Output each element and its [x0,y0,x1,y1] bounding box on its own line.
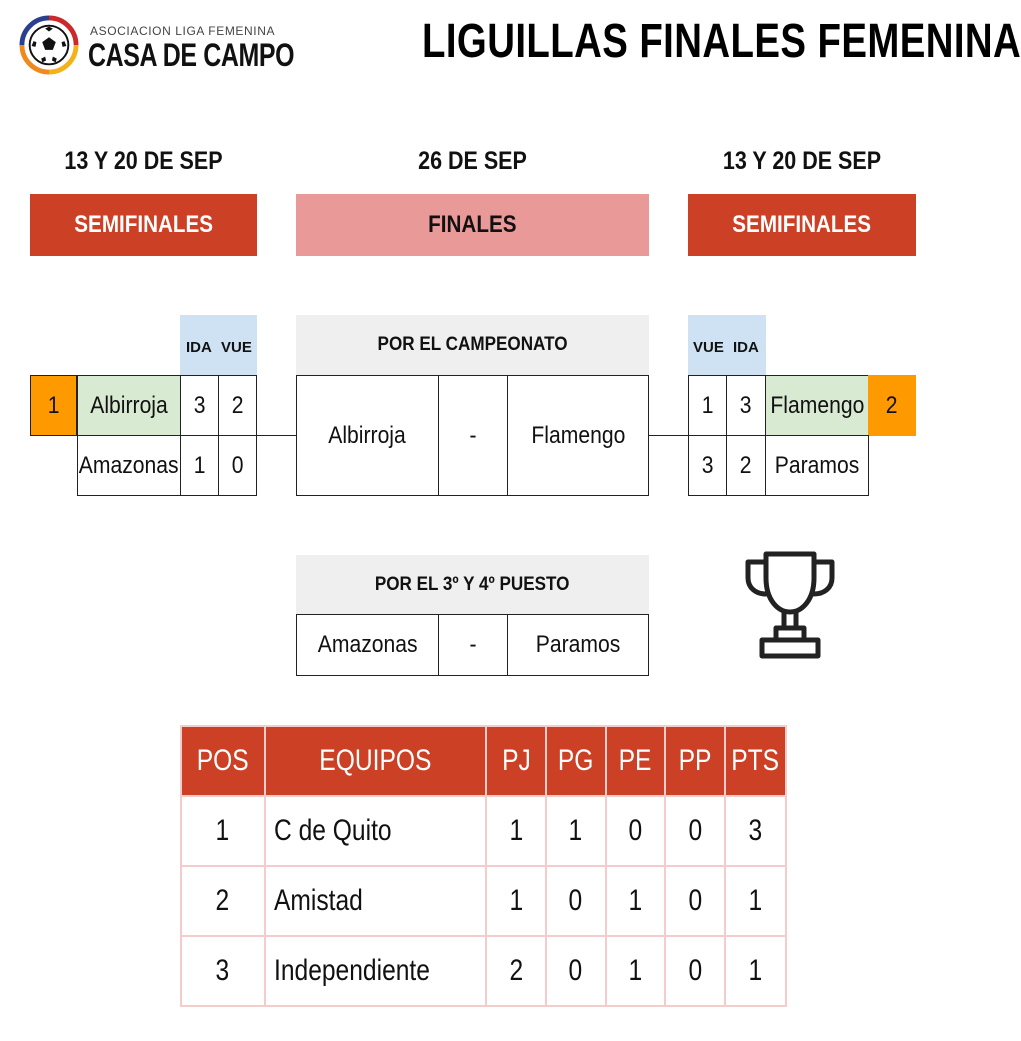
cell-team: Amistad [265,866,487,936]
cell-pts: 3 [725,796,786,866]
final-separator: - [438,375,508,496]
logo-name: CASA DE CAMPO [88,37,295,73]
col-header-pg: PG [546,726,606,796]
third-place-home-team: Amazonas [296,614,439,676]
cell-team: Independiente [265,936,487,1006]
date-left: 13 Y 20 DE SEP [64,147,223,175]
cell-pp: 0 [665,796,725,866]
third-place-separator: - [438,614,508,676]
cell-pg: 0 [546,936,606,1006]
league-logo [18,12,295,82]
third-place-heading: POR EL 3º Y 4º PUESTO [296,555,649,615]
page-title: LIGUILLAS FINALES FEMENINA [422,15,1021,68]
cell-pos: 1 [181,796,265,866]
banner-semifinales-left: SEMIFINALES [30,194,257,256]
cell-pj: 2 [486,936,546,1006]
cell-pe: 1 [606,866,666,936]
trophy-icon [742,548,838,662]
left-semi-team1: Albirroja [77,375,181,436]
col-header-pp: PP [665,726,725,796]
connector-right [649,435,688,436]
cell-pts: 1 [725,866,786,936]
col-header-pos: POS [181,726,265,796]
left-semi-team2-vue: 0 [218,435,257,496]
cell-pos: 2 [181,866,265,936]
cell-team: C de Quito [265,796,487,866]
cell-pj: 1 [486,796,546,866]
standings-table [180,725,787,1007]
date-right: 13 Y 20 DE SEP [722,147,882,175]
connector-left [257,435,296,436]
seed-badge-left: 1 [30,375,77,436]
right-semi-team2: Paramos [765,435,869,496]
banner-semifinales-right: SEMIFINALES [688,194,916,256]
right-semi-header [688,315,766,375]
col-vue-label: VUE [221,339,252,356]
table-row [181,936,786,1006]
col-header-pe: PE [606,726,666,796]
date-center: 26 DE SEP [418,147,527,175]
right-semi-team2-vue: 3 [688,435,727,496]
final-away-team: Flamengo [507,375,649,496]
table-row [181,866,786,936]
left-semi-team2: Amazonas [77,435,181,496]
standings-header-row [181,726,786,796]
cell-pe: 1 [606,936,666,1006]
cell-pp: 0 [665,936,725,1006]
col-vue-label: VUE [693,339,724,356]
col-ida-label: IDA [733,339,759,356]
right-semi-team1: Flamengo [765,375,869,436]
col-header-equipos: EQUIPOS [265,726,487,796]
cell-pj: 1 [486,866,546,936]
left-semi-team1-ida: 3 [180,375,219,436]
banner-finales: FINALES [296,194,649,256]
left-semi-header [180,315,257,375]
final-home-team: Albirroja [296,375,439,496]
col-header-pj: PJ [486,726,546,796]
col-header-pts: PTS [725,726,786,796]
cell-pg: 1 [546,796,606,866]
left-semi-team2-ida: 1 [180,435,219,496]
third-place-away-team: Paramos [507,614,649,676]
cell-pts: 1 [725,936,786,1006]
right-semi-team1-ida: 3 [726,375,766,436]
logo-subtitle: ASOCIACION LIGA FEMENINA [90,24,276,38]
cell-pos: 3 [181,936,265,1006]
right-semi-team1-vue: 1 [688,375,727,436]
final-heading: POR EL CAMPEONATO [296,315,649,375]
seed-badge-right: 2 [868,375,916,436]
col-ida-label: IDA [186,339,212,356]
soccer-ball-icon [20,16,78,74]
cell-pp: 0 [665,866,725,936]
right-semi-team2-ida: 2 [726,435,766,496]
cell-pg: 0 [546,866,606,936]
cell-pe: 0 [606,796,666,866]
left-semi-team1-vue: 2 [218,375,257,436]
table-row [181,796,786,866]
